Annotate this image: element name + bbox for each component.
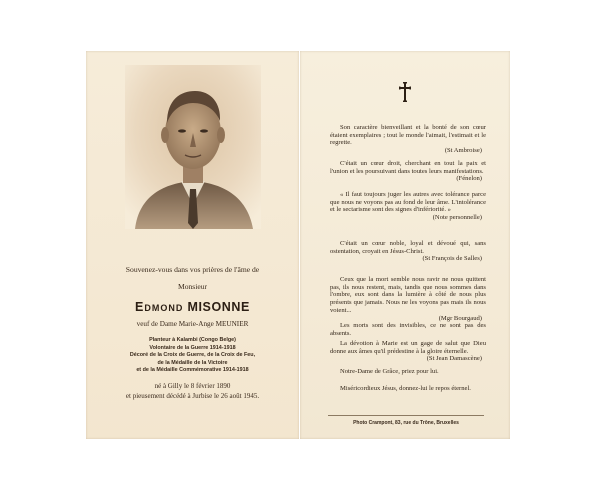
quote-source: (Fénelon) [456, 175, 482, 183]
quote-text: La dévotion à Marie est un gage de salut que Dieu donne aux âmes qu'il prédestine à la gloire éternelle. [330, 340, 486, 355]
quote-fenelon [330, 160, 486, 183]
portrait-illustration [125, 65, 261, 229]
quote-text: C'était un cœur noble, loyal et dévoué qui, sans ostentation, croyait en Jésus-Christ. [330, 240, 486, 255]
last-name: MISONNE [187, 300, 250, 314]
quote-text: Les morts sont des invisibles, ce ne sont pas des absents. [330, 322, 486, 337]
honorific: Monsieur [177, 282, 208, 291]
quote-damascene [330, 340, 486, 363]
quote-source: (Mgr Bourgaud) [438, 314, 482, 322]
memorial-card-front [86, 51, 299, 439]
photographer-credit: Photo Crampont, 83, rue du Trône, Bruxelles [353, 420, 459, 426]
quote-source: (Note personnelle) [432, 214, 482, 222]
quote-personal [330, 191, 486, 222]
quote-bourgaud [330, 276, 486, 338]
bio-line: de la Médaille de la Victoire [157, 359, 228, 366]
quote-text: C'était un cœur droit, cherchant en tout la paix et l'union et les poursuivant dans toutes leurs manifestations. [330, 160, 486, 175]
bio-line: et de la Médaille Commémorative 1914-1918 [136, 367, 249, 374]
quote-text: Son caractère bienveillant et la bonté de son cœur étaient exemplaires ; tout le monde l'aimait, l'estimait et le regrette. [330, 124, 486, 147]
life-dates [86, 382, 299, 401]
cross-icon [399, 82, 411, 102]
bio-line: Décoré de la Croix de Guerre, de la Croix de Feu, [129, 352, 256, 359]
quote-source: (St François de Salles) [422, 255, 482, 263]
prayer-notre-dame [330, 368, 486, 376]
quote-source: (St Jean Damascène) [426, 355, 482, 363]
deceased-name [86, 300, 299, 314]
divider [328, 415, 484, 416]
biography [86, 337, 299, 375]
bio-line: Volontaire de la Guerre 1914-1918 [149, 344, 236, 351]
first-name: Edmond [135, 300, 184, 314]
bio-line: Planteur à Kalambi (Congo Belge) [149, 337, 236, 343]
portrait-photo [125, 65, 261, 229]
prayer-jesus [330, 385, 486, 393]
quote-francois [330, 240, 486, 263]
quote-text: Ceux que la mort semble nous ravir ne nous quittent pas, ils nous restent, mais, tandis que nous sommes dans l'ombre, eux sont dans la lumière à côté de nous plus présents que jamais. Nous ne les voyons pas mais ils nous voient... [330, 276, 486, 314]
remembrance-line: Souvenez-vous dans vos prières de l'âme de [125, 265, 260, 274]
prayer-text: Notre-Dame de Grâce, priez pour lui. [340, 368, 439, 375]
quote-ambroise [330, 124, 486, 155]
widower-line: veuf de Dame Marie-Ange MEUNIER [136, 320, 249, 328]
quote-text: « Il faut toujours juger les autres avec tolérance parce que nous ne voyons pas au fond de leur âme. L'intolérance et le sectarisme sont des signes d'infériorité. » [330, 191, 486, 214]
memorial-card-back [300, 51, 510, 439]
death-line: et pieusement décédé à Jurbise le 26 août 1945. [125, 391, 260, 400]
birth-line: né à Gilly le 8 février 1890 [154, 382, 231, 390]
quote-source: (St Ambroise) [444, 147, 482, 155]
prayer-text: Miséricordieux Jésus, donnez-lui le repos éternel. [340, 385, 471, 392]
